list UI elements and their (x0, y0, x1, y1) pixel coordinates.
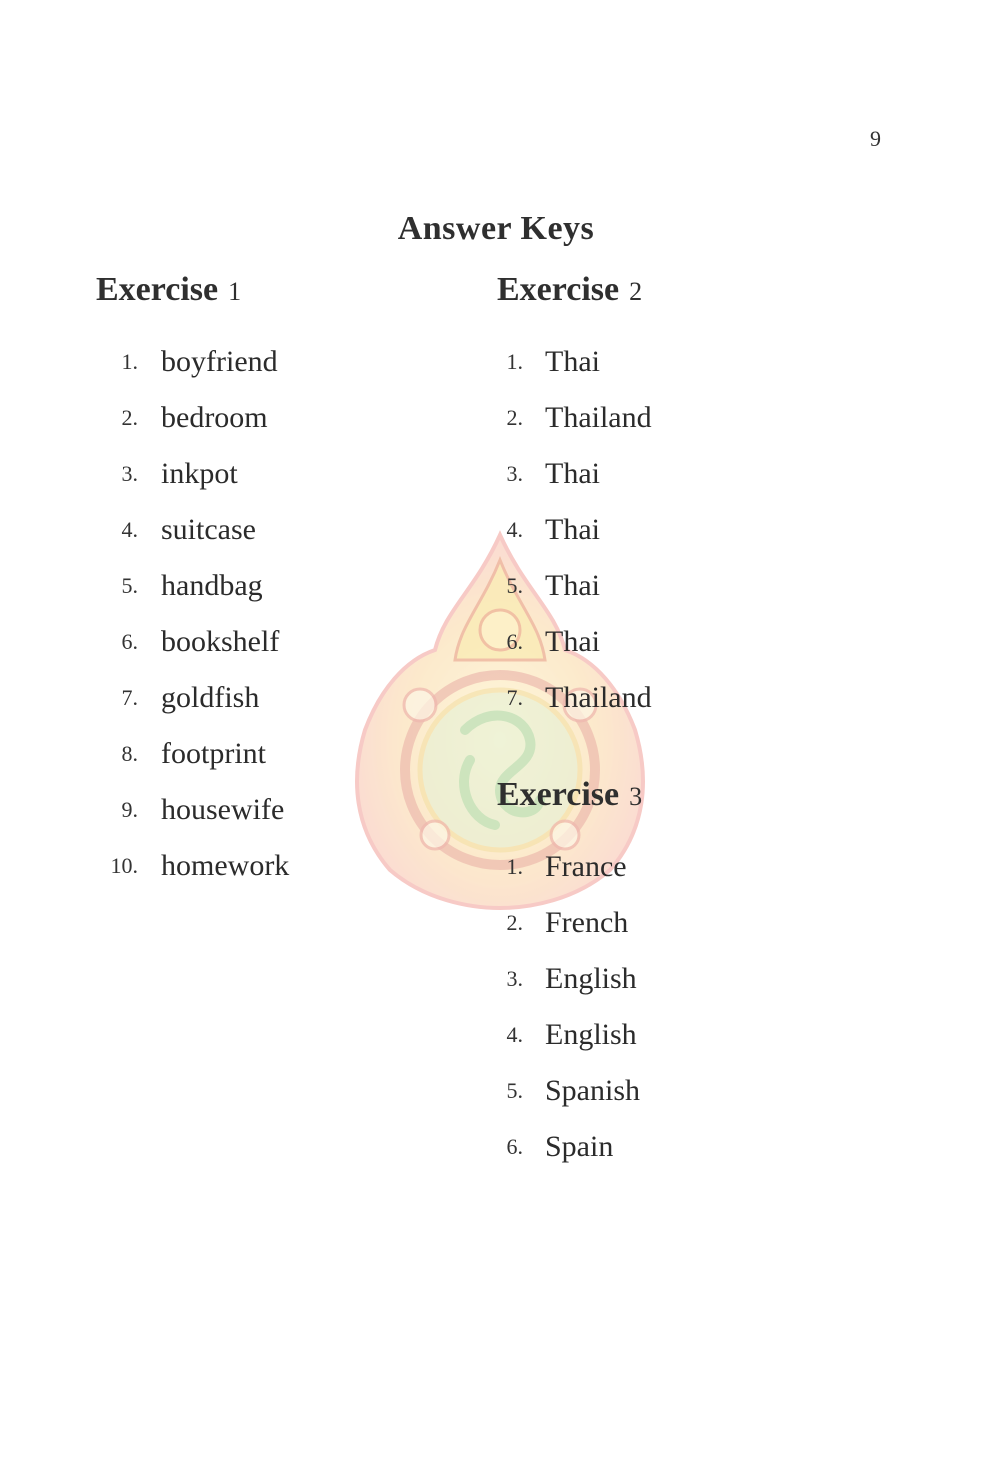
answer-number: 4. (121, 517, 138, 542)
exercise-3-section (497, 775, 857, 1175)
answer-number: 6. (506, 629, 523, 654)
answer-text: Thai (545, 345, 600, 378)
answer-number: 5. (506, 573, 523, 598)
answer-item (96, 614, 456, 670)
answer-number: 7. (121, 685, 138, 710)
answer-item (497, 1119, 857, 1175)
answer-item (497, 446, 857, 502)
answer-number: 6. (121, 629, 138, 654)
answer-text: Thai (545, 457, 600, 490)
answer-text: bookshelf (161, 625, 280, 658)
answer-item (96, 334, 456, 390)
answer-text: Thai (545, 569, 600, 602)
answer-text: homework (161, 849, 290, 882)
answer-text: boyfriend (161, 345, 278, 378)
answer-number: 1. (506, 349, 523, 374)
answer-text: bedroom (161, 401, 268, 434)
page-title: Answer Keys (397, 210, 595, 247)
answer-item (497, 614, 857, 670)
answer-number: 3. (121, 461, 138, 486)
answer-text: suitcase (161, 513, 256, 546)
answer-item (96, 782, 456, 838)
answer-text: Thailand (545, 401, 652, 434)
answer-number: 5. (121, 573, 138, 598)
exercise-3-answer-list (497, 839, 857, 1175)
answer-item (96, 838, 456, 894)
answer-item (497, 390, 857, 446)
answer-item (497, 1063, 857, 1119)
answer-text: Thai (545, 513, 600, 546)
exercise-3-label: Exercise (497, 776, 620, 813)
answer-number: 2. (506, 910, 523, 935)
answer-text: France (545, 850, 627, 883)
answer-text: English (545, 1018, 637, 1051)
answer-item (497, 558, 857, 614)
answer-number: 2. (506, 405, 523, 430)
answer-item (497, 334, 857, 390)
answer-text: Thailand (545, 681, 652, 714)
answer-text: handbag (161, 569, 263, 602)
answer-item (497, 839, 857, 895)
answer-item (497, 895, 857, 951)
answer-text: footprint (161, 737, 266, 770)
answer-number: 2. (121, 405, 138, 430)
answer-text: inkpot (161, 457, 238, 490)
answer-text: goldfish (161, 681, 260, 714)
page-number: 9 (870, 126, 881, 151)
exercise-2-heading (497, 270, 857, 312)
answer-number: 6. (506, 1134, 523, 1159)
answer-number: 9. (121, 797, 138, 822)
exercise-1-number: 1 (228, 277, 242, 306)
answer-text: Spanish (545, 1074, 641, 1107)
answer-item (497, 951, 857, 1007)
exercise-2-label: Exercise (497, 271, 620, 308)
answer-number: 3. (506, 461, 523, 486)
answer-text: housewife (161, 793, 285, 826)
exercise-1-label: Exercise (96, 271, 219, 308)
answer-number: 1. (506, 854, 523, 879)
answer-item (497, 670, 857, 726)
answer-item (96, 446, 456, 502)
answer-item (96, 670, 456, 726)
answer-number: 3. (506, 966, 523, 991)
exercise-1-heading (96, 270, 456, 312)
answer-item (497, 502, 857, 558)
answer-number: 5. (506, 1078, 523, 1103)
exercise-2-answer-list (497, 334, 857, 726)
answer-text: Thai (545, 625, 600, 658)
exercise-2-number: 2 (629, 277, 643, 306)
exercise-1-section (96, 270, 456, 894)
exercise-3-number: 3 (629, 782, 643, 811)
exercise-1-answer-list (96, 334, 456, 894)
answer-item (96, 390, 456, 446)
exercise-2-section (497, 270, 857, 726)
answer-item (96, 502, 456, 558)
answer-item (96, 726, 456, 782)
answer-number: 1. (121, 349, 138, 374)
answer-item (497, 1007, 857, 1063)
exercise-3-heading (497, 775, 857, 817)
answer-item (96, 558, 456, 614)
answer-text: English (545, 962, 637, 995)
answer-text: French (545, 906, 629, 939)
answer-number: 4. (506, 517, 523, 542)
answer-number: 10. (110, 853, 138, 878)
answer-text: Spain (545, 1130, 614, 1163)
answer-number: 4. (506, 1022, 523, 1047)
answer-number: 7. (506, 685, 523, 710)
answer-number: 8. (121, 741, 138, 766)
